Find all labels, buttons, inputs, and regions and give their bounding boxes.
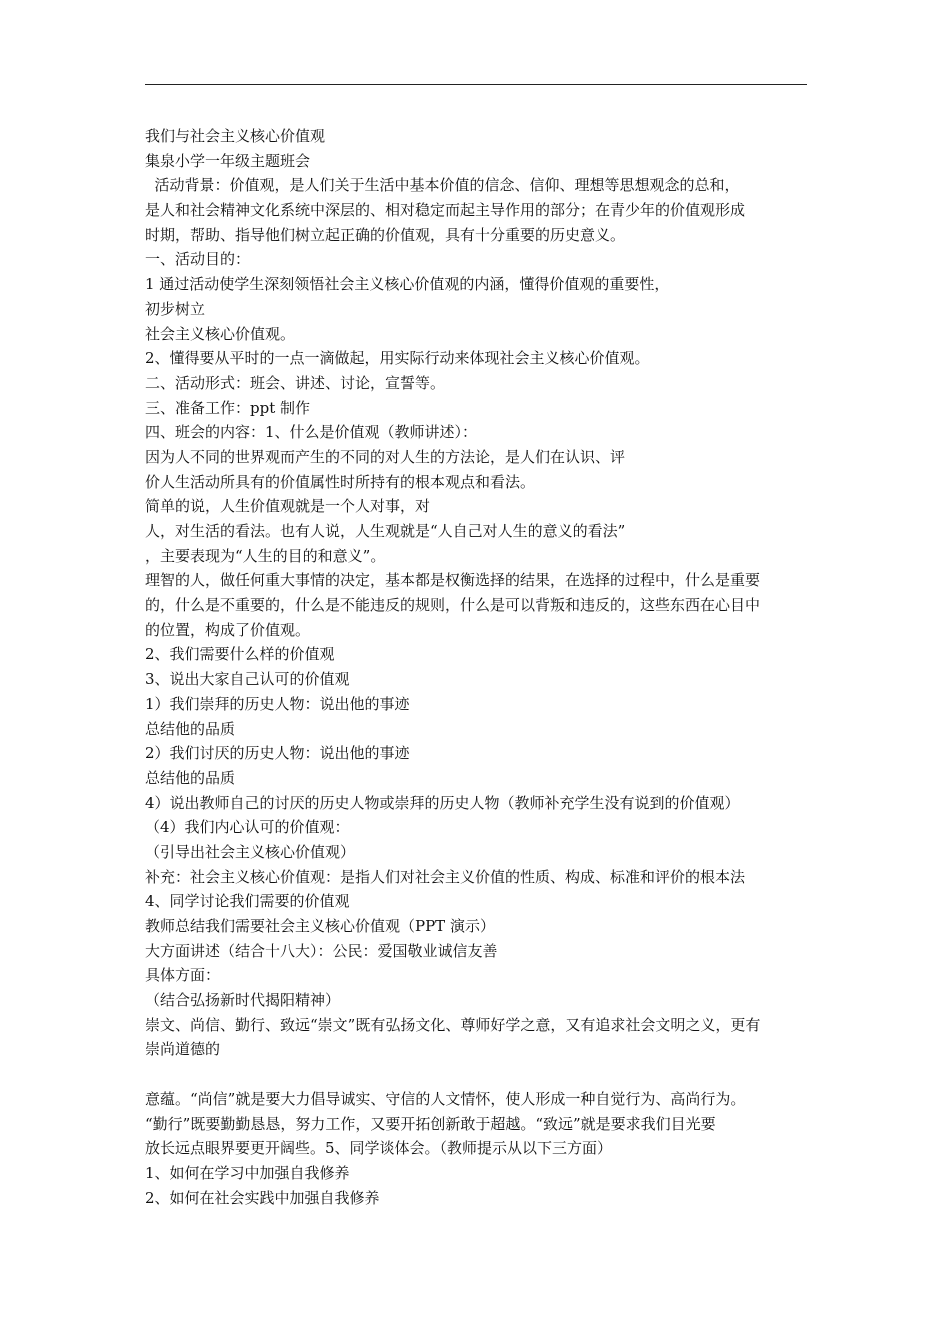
text-line: 活动背景：价值观，是人们关于生活中基本价值的信念、信仰、理想等思想观念的总和， (145, 176, 740, 195)
text-line: 意蕴。“尚信”就是要大力倡导诚实、守信的人文情怀，使人形成一种自觉行为、高尚行为。 (145, 1089, 746, 1108)
list-item: 4）说出教师自己的讨厌的历史人物或崇拜的历史人物（教师补充学生没有说到的价值观） (145, 793, 740, 812)
text-line: 时期，帮助、指导他们树立起正确的价值观，具有十分重要的历史意义。 (145, 225, 626, 244)
list-item: 1）我们崇拜的历史人物：说出他的事迹 (145, 694, 410, 713)
text-line: 崇尚道德的 (145, 1040, 221, 1059)
list-item: 3、说出大家自己认可的价值观 (145, 670, 350, 689)
text-line: 的，什么是不重要的，什么是不能违反的规则，什么是可以背叛和违反的，这些东西在心目中 (145, 596, 761, 615)
text-line: 崇文、尚信、勤行、致远“崇文”既有弘扬文化、尊师好学之意，又有追求社会文明之义，更有 (145, 1015, 761, 1034)
text-line: 理智的人，做任何重大事情的决定，基本都是权衡选择的结果，在选择的过程中，什么是重要 (145, 571, 761, 590)
text-line: 价人生活动所具有的价值属性时所持有的根本观点和看法。 (145, 472, 536, 491)
text-line: 是人和社会精神文化系统中深层的、相对稳定而起主导作用的部分；在青少年的价值观形成 (145, 201, 746, 220)
section-heading: 四、班会的内容：1、什么是价值观（教师讲述）： (145, 423, 478, 442)
text-line: 初步树立 (145, 299, 206, 318)
doc-title: 我们与社会主义核心价值观 (145, 127, 326, 145)
text-line: 教师总结我们需要社会主义核心价值观（PPT 演示） (145, 917, 495, 935)
text-line: （引导出社会主义核心价值观） (145, 842, 356, 861)
text-line: 因为人不同的世界观而产生的不同的对人生的方法论，是人们在认识、评 (145, 447, 626, 466)
text-line: 的位置，构成了价值观。 (145, 620, 311, 639)
text-line: 补充：社会主义核心价值观：是指人们对社会主义价值的性质、构成、标准和评价的根本法 (145, 867, 746, 886)
text-line: 放长远点眼界要更开阔些。5、同学谈体会。（教师提示从以下三方面） (145, 1139, 613, 1158)
text-line: ，主要表现为“人生的目的和意义”。 (145, 546, 386, 565)
text-line: （结合弘扬新时代揭阳精神） (145, 991, 341, 1010)
list-item: （4）我们内心认可的价值观： (145, 818, 350, 837)
doc-subtitle: 集泉小学一年级主题班会 (145, 151, 311, 170)
text-line: 2、懂得要从平时的一点一滴做起，用实际行动来体现社会主义核心价值观。 (145, 349, 650, 368)
text-line: 具体方面： (145, 966, 221, 985)
list-item: 2、我们需要什么样的价值观 (145, 645, 335, 664)
header-rule (145, 84, 807, 85)
text-line: 总结他的品质 (145, 719, 236, 738)
list-item: 4、同学讨论我们需要的价值观 (145, 892, 350, 911)
text-line: 社会主义核心价值观。 (145, 324, 296, 343)
section-heading: 二、活动形式：班会、讲述、讨论，宣誓等。 (145, 373, 446, 392)
list-item: 1、如何在学习中加强自我修养 (145, 1163, 350, 1182)
list-item: 2）我们讨厌的历史人物：说出他的事迹 (145, 744, 410, 763)
text-line: 大方面讲述（结合十八大）：公民：爱国敬业诚信友善 (145, 941, 498, 960)
text-line: 人，对生活的看法。也有人说，人生观就是“人自己对人生的意义的看法” (145, 522, 626, 540)
text-line: 1 通过活动使学生深刻领悟社会主义核心价值观的内涵，懂得价值观的重要性， (145, 275, 670, 294)
section-heading: 三、准备工作：ppt 制作 (145, 398, 311, 417)
text-line: 总结他的品质 (145, 768, 236, 787)
section-heading: 一、活动目的： (145, 250, 251, 269)
list-item: 2、如何在社会实践中加强自我修养 (145, 1188, 380, 1207)
text-line: “勤行”既要勤勤恳恳，努力工作，又要开拓创新敢于超越。“致远”就是要求我们目光要 (145, 1114, 716, 1133)
document-body (145, 124, 810, 1210)
blank-line (145, 1062, 810, 1087)
text-line: 简单的说，人生价值观就是一个人对事，对 (145, 497, 431, 516)
